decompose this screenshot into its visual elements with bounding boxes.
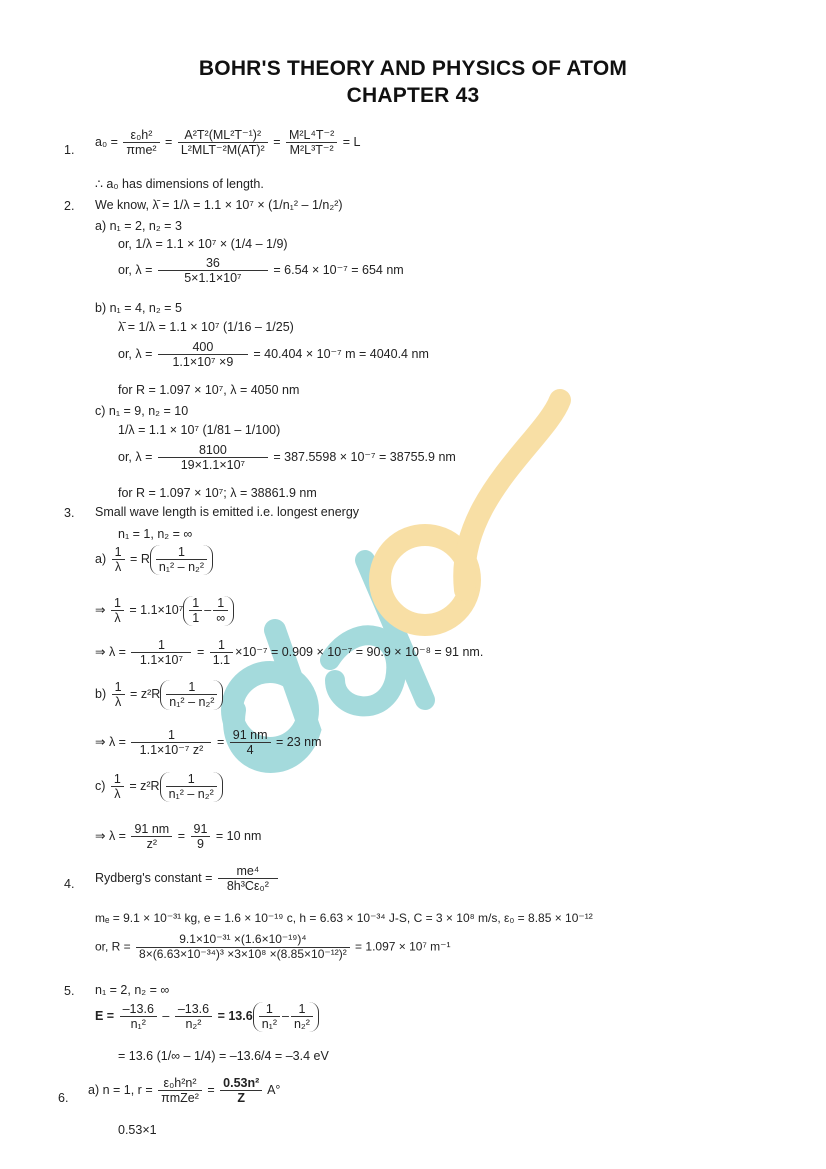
q3-a-step2: ⇒ $\frac{1}{\lambda}$ = 1.1×10⁷ $\frac{1}{1}$ – $\frac{1}{\infty}$ <box>95 596 234 626</box>
q3-a-equation: a) $\frac{1}{\lambda}$ = R $\frac{1}{\text{n₁² – n₂²}}$ <box>95 545 213 575</box>
q3-c-equation: c) $\frac{1}{\lambda}$ = z²R $\frac{1}{\text{n₁² – n₂²}}$ <box>95 772 223 802</box>
q2-b-head: b) n₁ = 4, n₂ = 5 <box>95 301 182 315</box>
q2-a-line1: or, 1/λ = 1.1 × 10⁷ × (1/4 – 1/9) <box>118 237 288 251</box>
q2-b-line3: for R = 1.097 × 10⁷, λ = 4050 nm <box>118 383 300 397</box>
q4-values: mₑ = 9.1 × 10⁻³¹ kg, e = 1.6 × 10⁻¹⁹ c, h = 6.63 × 10⁻³⁴ J-S, C = 3 × 10⁸ m/s, ε₀ = 8.85 × 10⁻¹² <box>95 911 593 925</box>
q5-condition: n₁ = 2, n₂ = ∞ <box>95 983 170 997</box>
q1-lhs: a₀ = <box>95 135 118 150</box>
q2-a-head: a) n₁ = 2, n₂ = 3 <box>95 219 182 233</box>
q2-intro: We know, λ̄ = 1/λ = 1.1 × 10⁷ × (1/n₁² – 1/n₂²) <box>95 198 343 212</box>
q3-b-result: ⇒ λ = $\frac{1}{\text{1.1×10⁻⁷ z²}}$ = $\frac{91 nm}{4}$ = 23 nm <box>95 728 322 758</box>
watermark-n-stroke <box>464 400 560 590</box>
q2-a-line2: or, λ = $\frac{36}{\text{5×1.1×10⁷}}$ = 6.54 × 10⁻⁷ = 654 nm <box>118 256 404 286</box>
q5-number: 5. <box>64 984 75 998</box>
q1-result: = L <box>342 135 361 150</box>
chapter-heading: CHAPTER 43 <box>346 84 480 107</box>
q2-c-fraction: $\frac{8100}{\text{19×1.1×10⁷}}$ <box>158 443 268 473</box>
q4-formula: Rydberg's constant = $\frac{\text{me⁴}}{\text{8h³Cε₀²}}$ <box>95 864 280 894</box>
q3-intro: Small wave length is emitted i.e. longest energy <box>95 505 360 519</box>
q2-b-line1: λ̄ = 1/λ = 1.1 × 10⁷ (1/16 – 1/25) <box>118 320 294 334</box>
q1-fraction-2: $\frac{\text{A²T²(ML²T⁻¹)²}}{\text{L²MLT⁻²M(AT)²}}$ <box>178 128 268 158</box>
q1-fraction-1: $\frac{\text{ε₀h²}}{\text{πme²}}$ <box>123 128 159 158</box>
q2-b-line2: or, λ = $\frac{400}{\text{1.1×10⁷ ×9}}$ = 40.404 × 10⁻⁷ m = 4040.4 nm <box>118 340 429 370</box>
q4-r-calc: or, R = $\frac{\text{9.1×10⁻³¹ ×(1.6×10⁻¹⁹)⁴}}{\text{8×(6.63×10⁻³⁴)³ ×3×10⁸ ×(8.85×10⁻¹²)²}}$ = 1.097 × 10⁷ m⁻¹ <box>95 932 451 961</box>
q2-c-line2: or, λ = $\frac{8100}{\text{19×1.1×10⁷}}$ = 387.5598 × 10⁻⁷ = 38755.9 nm <box>118 443 456 473</box>
q6-number: 6. <box>58 1091 69 1105</box>
q1-conclusion: ∴ a₀ has dimensions of length. <box>95 177 264 191</box>
q2-a-fraction: $\frac{36}{\text{5×1.1×10⁷}}$ <box>158 256 268 286</box>
q2-c-head: c) n₁ = 9, n₂ = 10 <box>95 404 189 418</box>
q3-condition: n₁ = 1, n₂ = ∞ <box>118 527 193 541</box>
q1-number: 1. <box>64 143 75 157</box>
q3-number: 3. <box>64 506 75 520</box>
document-title: BOHR'S THEORY AND PHYSICS OF ATOM <box>198 57 628 80</box>
q2-c-line3: for R = 1.097 × 10⁷; λ = 38861.9 nm <box>118 486 317 500</box>
q1-fraction-3: $\frac{\text{M²L⁴T⁻²}}{\text{M²L³T⁻²}}$ <box>286 128 337 158</box>
q3-b-equation: b) $\frac{1}{\lambda}$ = z²R $\frac{1}{\text{n₁² – n₂²}}$ <box>95 680 223 710</box>
q2-number: 2. <box>64 199 75 213</box>
q6-radius: a) n = 1, r = $\frac{\text{ε₀h²n²}}{\text{πmZe²}}$ = $\frac{\text{0.53n²}}{Z}$ A° <box>88 1076 281 1106</box>
q5-energy: E = $\frac{-13.6}{\text{n₁²}}$ – $\frac{-13.6}{\text{n₂²}}$ = 13.6 $\frac{1}{\text{n₁²}}$ – $\frac{1}{\text{n₂²}}$ <box>95 1002 319 1032</box>
q5-result: = 13.6 (1/∞ – 1/4) = –13.6/4 = –3.4 eV <box>118 1049 329 1063</box>
q4-number: 4. <box>64 877 75 891</box>
q3-a-result: ⇒ λ = $\frac{1}{\text{1.1×10⁷}}$ = $\frac{1}{1.1}$ ×10⁻⁷ = 0.909 × 10⁻⁷ = 90.9 × 10⁻⁸ = 91 nm. <box>95 638 484 668</box>
q2-c-line1: 1/λ = 1.1 × 10⁷ (1/81 – 1/100) <box>118 423 281 437</box>
q2-b-fraction: $\frac{400}{\text{1.1×10⁷ ×9}}$ <box>158 340 248 370</box>
q1-equation: a₀ = $\frac{\text{ε₀h²}}{\text{πme²}}$ = $\frac{\text{A²T²(ML²T⁻¹)²}}{\text{L²MLT⁻²M(AT)²}}$ = $\frac{\text{M²L⁴T⁻²}}{\text{M²L³T⁻²}}$ = L <box>95 128 361 158</box>
q3-c-result: ⇒ λ = $\frac{91 nm}{\text{z²}}$ = $\frac{91}{9}$ = 10 nm <box>95 822 262 852</box>
q6-cutoff-line: 0.53×1 <box>118 1123 157 1137</box>
